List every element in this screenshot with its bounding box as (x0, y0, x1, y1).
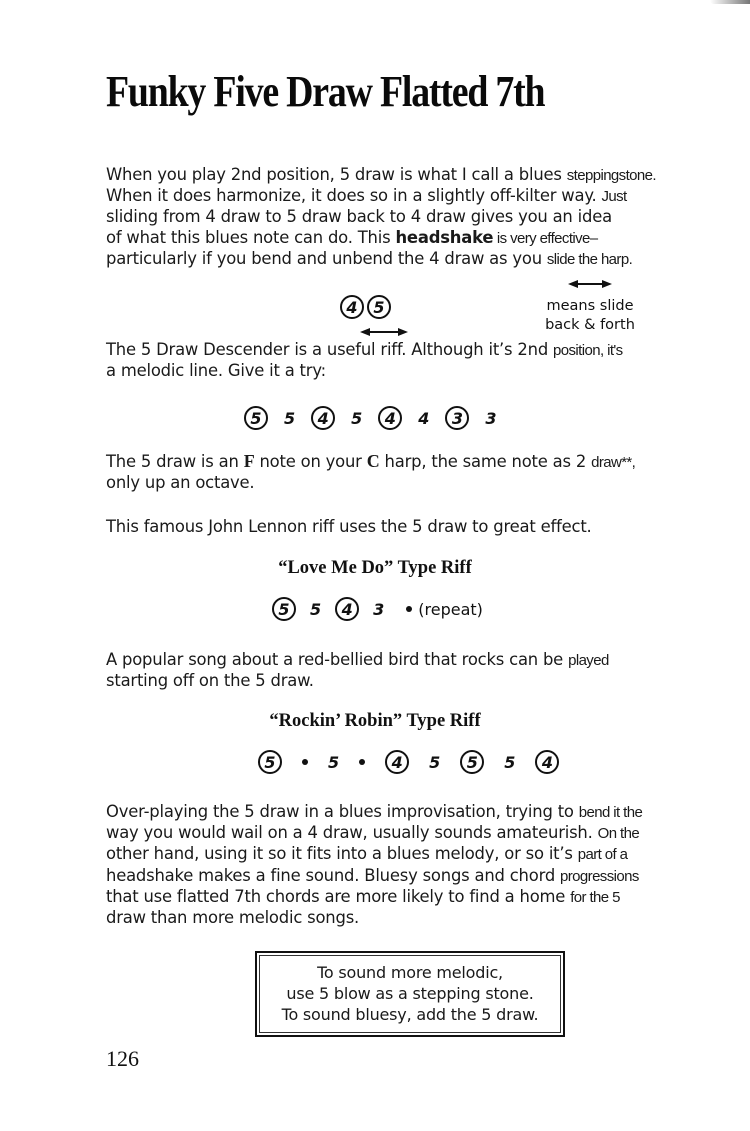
f-note-paragraph (106, 451, 666, 493)
circled-note: 3 (445, 406, 469, 430)
text-line: starting off on the 5 draw. (106, 671, 314, 691)
rest-dot (359, 759, 365, 765)
circled-note: 5 (460, 750, 484, 774)
text-line (106, 823, 666, 844)
rest-dot (302, 759, 308, 765)
tip-callout-box (255, 951, 565, 1037)
circled-note: 4 (335, 597, 359, 621)
plain-note: 5 (310, 599, 322, 619)
callout-line: To sound more melodic, (317, 963, 503, 982)
text-line (106, 802, 666, 823)
text-run: When it does harmonize, it does so in a slightly off-kilter way. (106, 186, 602, 206)
text-run: The 5 Draw Descender is a useful riff. Although it’s 2nd (106, 340, 554, 359)
double-arrow-icon (360, 327, 408, 337)
text-run: Over-playing the 5 draw in a blues improvisation, trying to (106, 802, 579, 821)
text-run: progressions (560, 867, 639, 885)
intro-line (106, 186, 666, 207)
callout-line: To sound bluesy, add the 5 draw. (281, 1005, 539, 1024)
text-run: note on your (254, 452, 367, 471)
text-run: bend it the (578, 804, 643, 821)
plain-note: 3 (485, 408, 497, 428)
text-run: headshake makes a fine sound. Bluesy songs and chord (106, 865, 561, 885)
headshake-term: headshake (395, 227, 494, 247)
plain-note: 5 (429, 752, 441, 772)
text-run: sliding from 4 draw to 5 draw back to 4 draw gives you an idea (106, 207, 612, 227)
intro-line (106, 207, 666, 227)
text-run: position, it's (553, 342, 623, 359)
lennon-paragraph (106, 517, 666, 537)
text-line (106, 451, 666, 473)
text-run: Just (601, 188, 627, 206)
text-run: draw**, (591, 454, 636, 471)
circled-note: 4 (385, 750, 409, 774)
circled-note: 4 (535, 750, 559, 774)
text-run: way you would wail on a 4 draw, usually sounds amateurish. (106, 823, 598, 843)
legend-line: back & forth (545, 317, 635, 333)
note-name-c: C (366, 451, 380, 471)
intro-line (106, 249, 666, 270)
text-line (106, 908, 666, 929)
text-line: a melodic line. Give it a try: (106, 361, 326, 381)
text-line (106, 866, 666, 887)
text-run: The 5 draw is an (106, 452, 244, 471)
text-line: only up an octave. (106, 473, 255, 493)
text-line (106, 650, 666, 671)
page-edge-mark (710, 0, 750, 4)
plain-note: 4 (418, 408, 430, 428)
page-number: 126 (106, 1046, 139, 1071)
text-run: particularly if you bend and unbend the 4 draw as you (106, 248, 547, 268)
plain-note: 5 (504, 752, 516, 772)
love-me-do-riff (272, 597, 483, 621)
text-line (106, 844, 666, 865)
rockin-robin-riff (258, 750, 579, 774)
text-run: On the (597, 825, 640, 843)
note-name-f: F (243, 451, 255, 471)
text-run: part of a (577, 846, 628, 864)
text-run: When you play 2nd position, 5 draw is what I call a blues (106, 165, 567, 184)
legend-double-arrow-icon (568, 279, 612, 289)
plain-note: 5 (328, 752, 340, 772)
plain-note: 5 (351, 408, 363, 428)
text-run: of what this blues note can do. This (106, 227, 396, 247)
love-me-do-title: “Love Me Do” Type Riff (278, 558, 472, 578)
circled-note: 4 (340, 295, 364, 319)
repeat-dot (406, 606, 412, 612)
circled-note: 4 (378, 406, 402, 430)
text-line (106, 887, 666, 908)
circled-note: 5 (367, 295, 391, 319)
text-run: is very effective– (493, 229, 598, 247)
callout-line: use 5 blow as a stepping stone. (286, 984, 534, 1003)
tip-callout-text (259, 955, 561, 1033)
rockin-robin-title: “Rockin’ Robin” Type Riff (269, 711, 481, 731)
intro-line (106, 165, 666, 186)
legend-line: means slide (546, 298, 634, 314)
descender-riff (244, 406, 513, 430)
robin-paragraph (106, 650, 666, 691)
text-run: A popular song about a red-bellied bird that rocks can be (106, 650, 569, 669)
intro-line (106, 228, 666, 249)
text-run: played (568, 652, 609, 669)
overplaying-paragraph (106, 802, 666, 929)
headshake-notes (340, 295, 391, 319)
page-title: Funky Five Draw Flatted 7th (106, 67, 545, 116)
text-run: for the 5 (570, 888, 620, 906)
text-run: harp, the same note as 2 (379, 452, 592, 471)
circled-note: 4 (311, 406, 335, 430)
text-line: This famous John Lennon riff uses the 5 draw to great effect. (106, 517, 592, 536)
text-run: other hand, using it so it fits into a blues melody, or so it’s (106, 844, 578, 864)
circled-note: 5 (258, 750, 282, 774)
arrow-legend (540, 297, 640, 335)
text-run: draw than more melodic songs. (106, 908, 360, 928)
text-line (106, 340, 666, 361)
text-run: that use flatted 7th chords are more likely to find a home (106, 886, 571, 906)
plain-note: 3 (373, 599, 385, 619)
descender-paragraph (106, 340, 666, 381)
intro-paragraph (106, 165, 666, 270)
circled-note: 5 (272, 597, 296, 621)
text-run: slide the harp. (546, 250, 633, 268)
repeat-label: (repeat) (418, 599, 483, 619)
text-run: steppingstone. (566, 167, 656, 184)
circled-note: 5 (244, 406, 268, 430)
plain-note: 5 (284, 408, 296, 428)
